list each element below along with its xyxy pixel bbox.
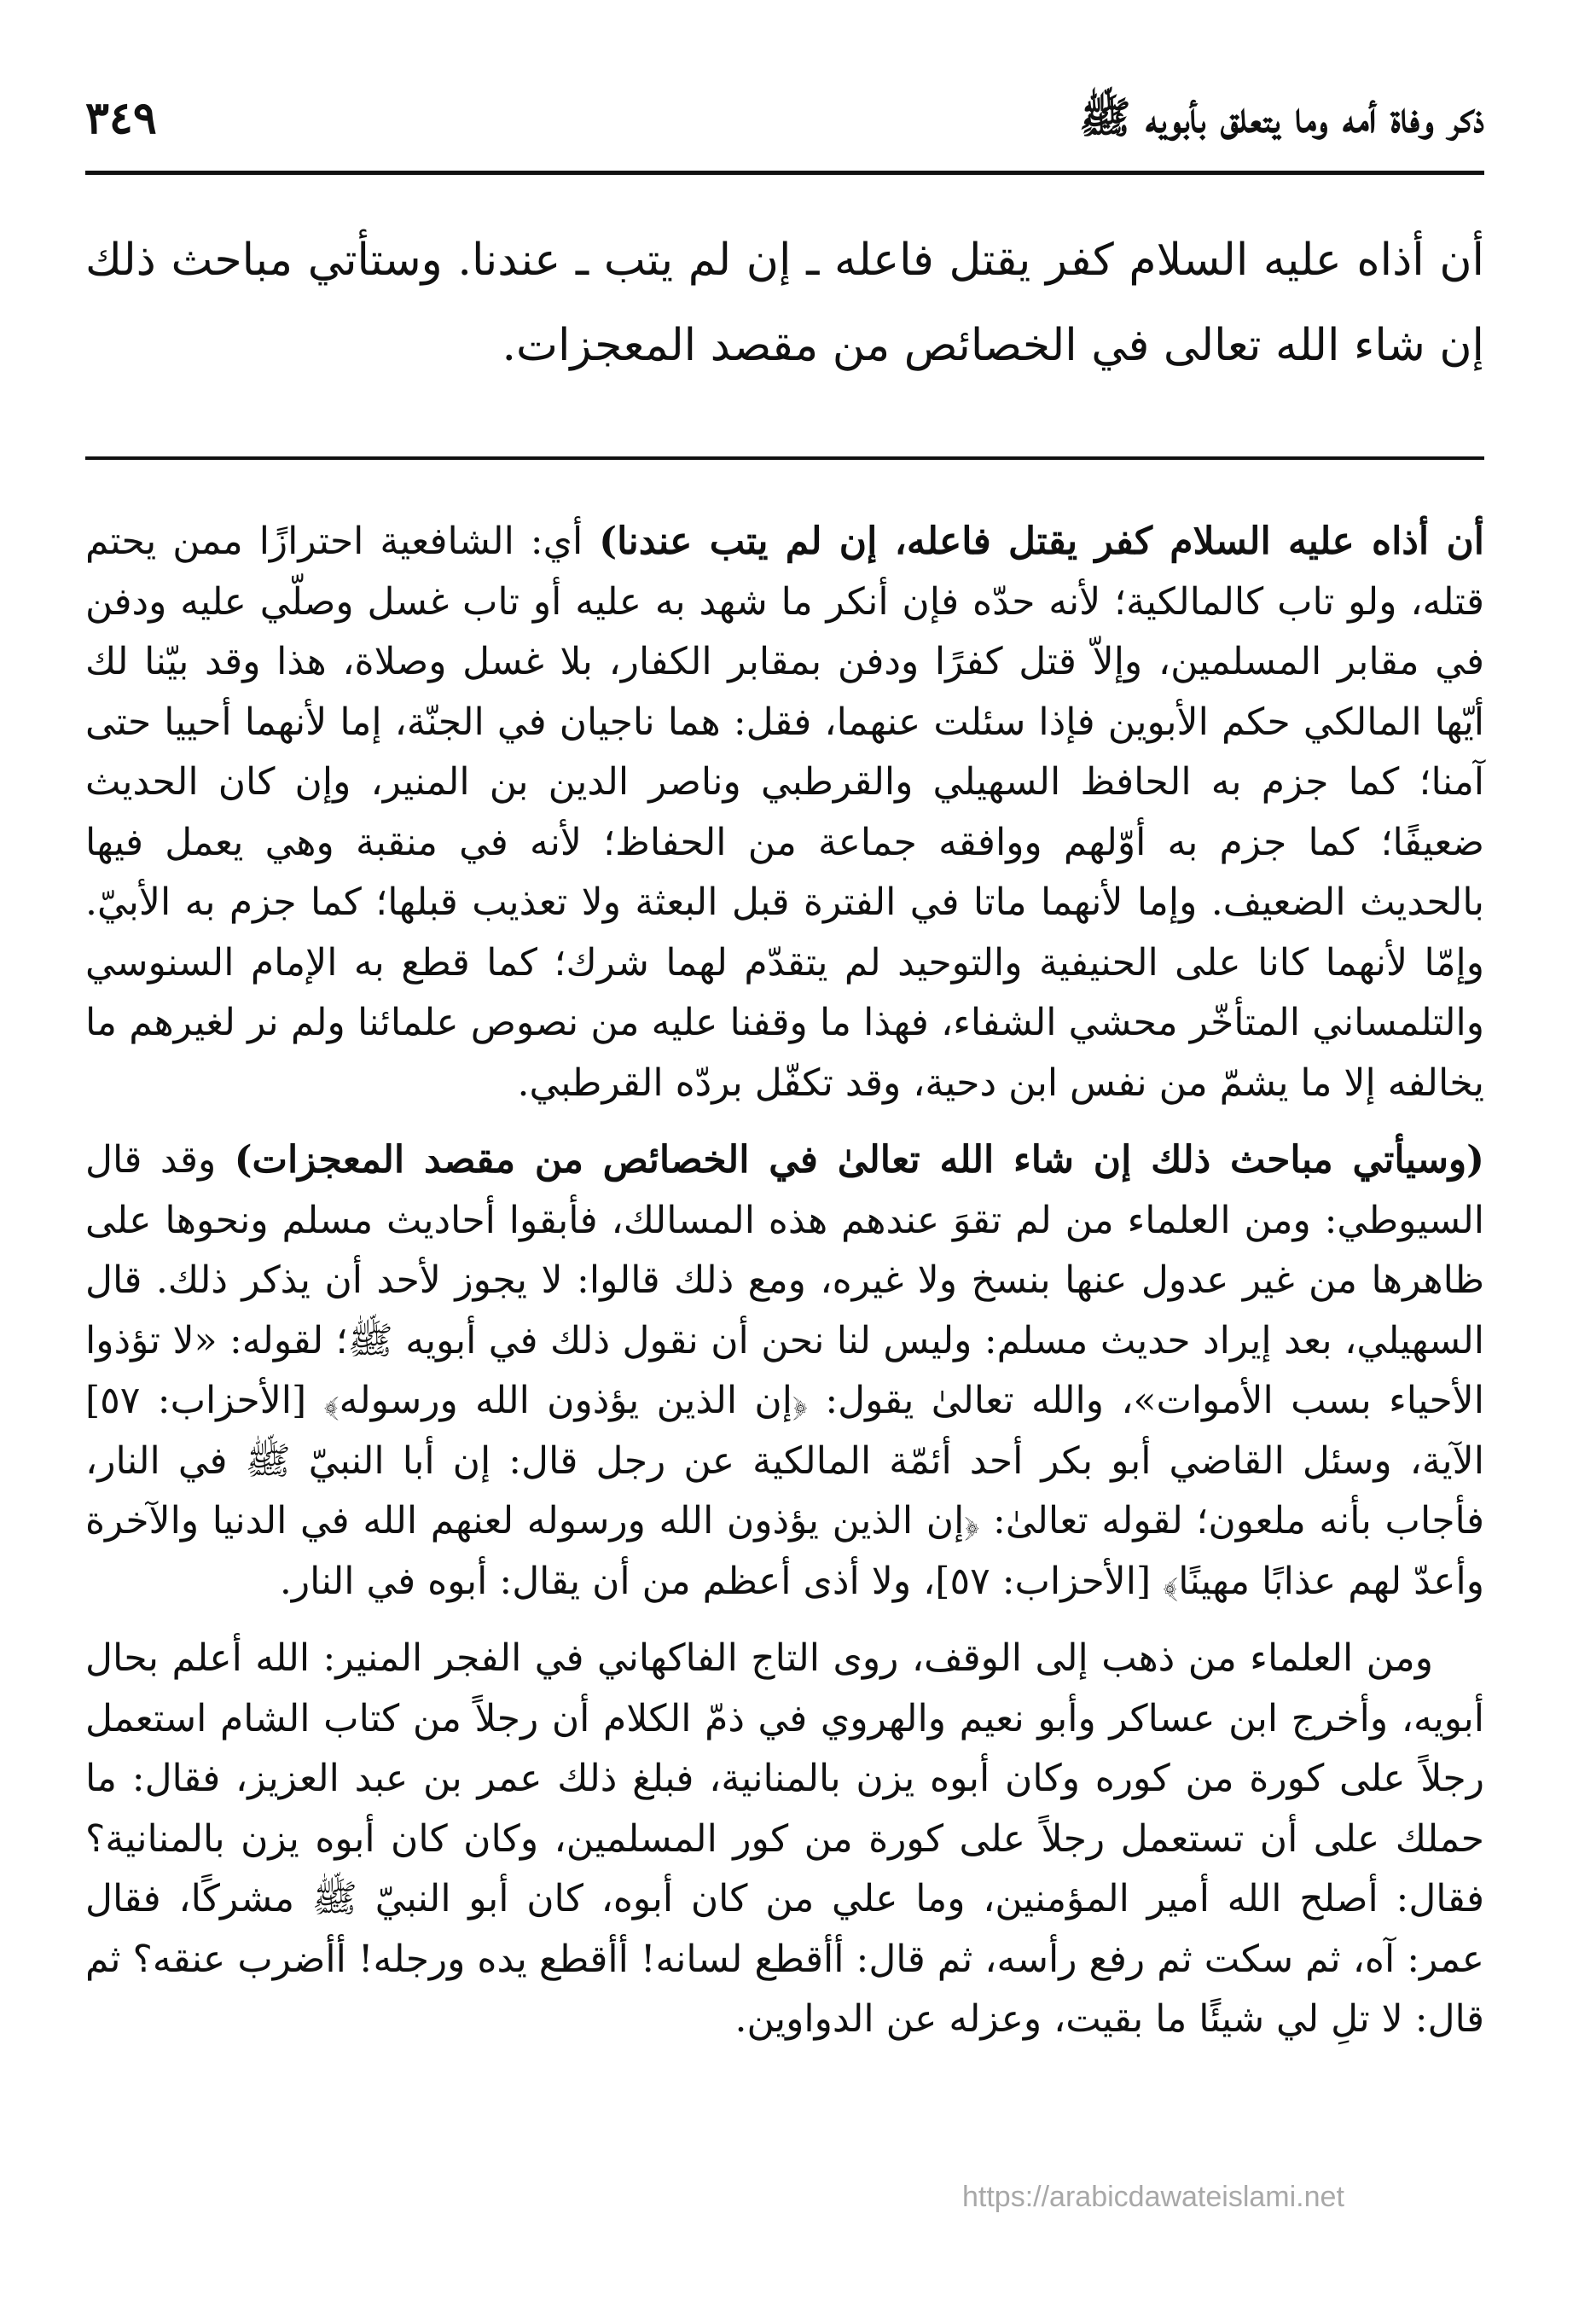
lemma-2: (وسيأتي مباحث ذلك إن شاء الله تعالىٰ في الخصائص من مقصد المعجزات) — [234, 1138, 1484, 1182]
main-text: أن أذاه عليه السلام كفر يقتل فاعله ـ إن لم يتب ـ عندنا. وستأتي مباحث ذلك إن شاء الله تعالى في الخصائص من مقصد المعجزات. — [85, 235, 1484, 371]
commentary-separator — [85, 456, 1484, 460]
header-rule — [85, 171, 1484, 175]
commentary-paragraph-2 — [85, 1130, 1484, 1612]
watermark-url: https://arabicdawateislami.net — [962, 2181, 1344, 2213]
commentary-text-1: أي: الشافعية احترازًا ممن يحتم قتله، ولو تاب كالمالكية؛ لأنه حدّه فإن أنكر ما شهد به عليه أو تاب غسل وصلّي عليه ودفن في مقابر المسلمين، وإلاّ قتل كفرًا ودفن بمقابر الكفار، بلا غسل وصلاة، هذا وقد بيّنا لك أيّها المالكي حكم الأبوين فإذا سئلت عنهما، فقل: هما ناجيان في الجنّة، إما لأنهما أحييا حتى آمنا؛ كما جزم به الحافظ السهيلي والقرطبي وناصر الدين بن المنير، وإن كان الحديث ضعيفًا؛ كما جزم به أوّلهم ووافقه جماعة من الحفاظ؛ لأنه في منقبة وهي يعمل فيها بالحديث الضعيف. وإما لأنهما ماتا في الفترة قبل البعثة ولا تعذيب قبلها؛ كما جزم به الأبيّ. وإمّا لأنهما كانا على الحنيفية والتوحيد لم يتقدّم لهما شرك؛ كما قطع به الإمام السنوسي والتلمساني المتأخّر محشي الشفاء، فهذا ما وقفنا عليه من نصوص علمائنا ولم نر لغيرهم ما يخالفه إلا ما يشمّ من نفس ابن دحية، وقد تكفّل بردّه القرطبي. — [85, 520, 1484, 1105]
running-title: ذكر وفاة أمه وما يتعلق بأبويه ﷺ — [1079, 92, 1484, 142]
page-number: ٣٤٩ — [85, 92, 157, 144]
commentary-text-3: ومن العلماء من ذهب إلى الوقف، روى التاج الفاكهاني في الفجر المنير: الله أعلم بحال أبويه، وأخرج ابن عساكر وأبو نعيم والهروي في ذمّ الكلام أن رجلاً من كتاب الشام استعمل رجلاً على كورة من كوره وكان أبوه يزن بالمنانية، فبلغ ذلك عمر بن عبد العزيز، فقال: ما حملك على أن تستعمل رجلاً على كورة من كور المسلمين، وكان كان أبوه يزن بالمنانية؟ فقال: أصلح الله أمير المؤمنين، وما علي من كان أبوه، كان أبو النبيّ ﷺ مشركًا، فقال عمر: آه، ثم سكت ثم رفع رأسه، ثم قال: أأقطع لسانه! أأقطع يده ورجله! أأضرب عنقه؟ ثم قال: لا تلِ لي شيئًا ما بقيت، وعزله عن الدواوين. — [85, 1636, 1484, 2041]
page-header — [85, 85, 1484, 162]
commentary-text-2: وقد قال السيوطي: ومن العلماء من لم تقوَ عندهم هذه المسالك، فأبقوا أحاديث مسلم ونحوها على ظاهرها من غير عدول عنها بنسخ ولا غيره، ومع ذلك قالوا: لا يجوز لأحد أن يذكر ذلك. قال السهيلي، بعد إيراد حديث مسلم: وليس لنا نحن أن نقول ذلك في أبويه ﷺ؛ لقوله: «لا تؤذوا الأحياء بسب الأموات»، والله تعالىٰ يقول: ﴿إن الذين يؤذون الله ورسوله﴾ [الأحزاب: ٥٧] الآية، وسئل القاضي أبو بكر أحد أئمّة المالكية عن رجل قال: إن أبا النبيّ ﷺ في النار، فأجاب بأنه ملعون؛ لقوله تعالىٰ: ﴿إن الذين يؤذون الله ورسوله لعنهم الله في الدنيا والآخرة وأعدّ لهم عذابًا مهينًا﴾ [الأحزاب: ٥٧]، ولا أذى أعظم من أن يقال: أبوه في النار. — [85, 1138, 1484, 1603]
commentary-paragraph-3 — [85, 1629, 1484, 2050]
commentary-paragraph-1 — [85, 512, 1484, 1113]
commentary — [85, 512, 1484, 2050]
lemma-1: أن أذاه عليه السلام كفر يقتل فاعله، إن لم يتب عندنا) — [599, 520, 1484, 563]
